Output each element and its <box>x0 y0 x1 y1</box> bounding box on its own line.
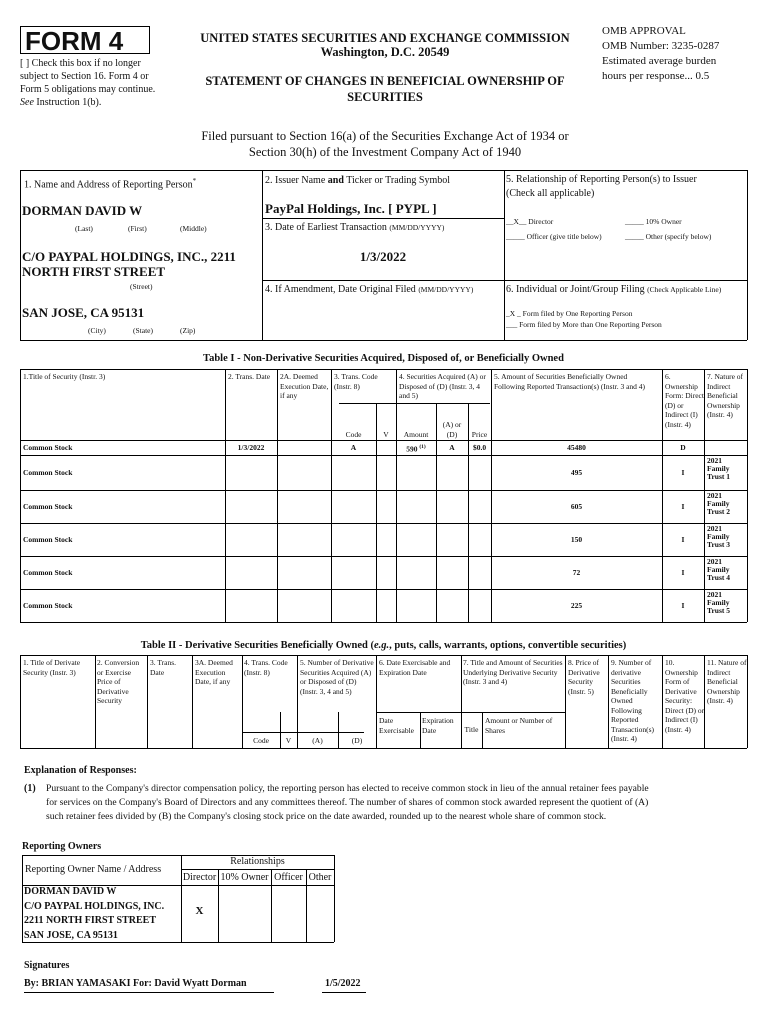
t1-header-acquired: 4. Securities Acquired (A) or Disposed of (D) (Instr. 3, 4 and 5) <box>399 372 486 400</box>
box5-label: 5. Relationship of Reporting Person(s) to Issuer (Check all applicable) <box>506 174 697 199</box>
t1-cell-title: Common Stock <box>23 600 73 610</box>
t2-header-number: 5. Number of Derivative Securities Acquired (A) or Disposed of (D) (Instr. 3, 4 and 5) <box>300 658 374 696</box>
agency-name: UNITED STATES SECURITIES AND EXCHANGE COMMISSION <box>200 31 570 45</box>
t1-header-code: 3. Trans. Code (Instr. 8) <box>334 372 378 391</box>
signature-by: By: BRIAN YAMASAKI For: David Wyatt Dorman <box>24 978 247 989</box>
city-address: SAN JOSE, CA 95131 <box>22 305 145 320</box>
t2-header-conversion: 2. Conversion or Exercise Price of Derivative Security <box>97 658 140 705</box>
t1-cell-nature: 2021 Family Trust 5 <box>707 590 730 615</box>
box1-label: 1. Name and Address of Reporting Person* <box>24 177 197 191</box>
t2-header-price: 8. Price of Derivative Security (Instr. 5) <box>568 658 600 696</box>
t2-sub-code: Code <box>253 736 269 745</box>
t2-header-deemed: 3A. Deemed Execution Date, if any <box>195 658 233 686</box>
agency-city: Washington, D.C. 20549 <box>320 45 450 59</box>
label-street: (Street) <box>130 282 153 291</box>
t2-sub-d: (D) <box>351 736 363 745</box>
table2-title: Table II - Derivative Securities Beneficially Owned (e.g., puts, calls, warrants, options, convertible securities) <box>140 640 627 651</box>
t1-cell-price: $0.0 <box>472 442 487 452</box>
t2-header-code: 4. Trans. Code (Instr. 8) <box>244 658 288 677</box>
footnote-number: (1) <box>24 783 36 794</box>
form-title: FORM 4 <box>20 26 150 54</box>
t2-sub-amount: Amount or Number of Shares <box>485 716 553 735</box>
t1-cell-title: Common Stock <box>23 534 73 544</box>
rel-officer: _____ Officer (give title below) <box>506 232 602 241</box>
filing-more: ___ Form filed by More than One Reporting Person <box>506 320 662 329</box>
owners-col-ten: 10% Owner <box>220 872 269 883</box>
t1-cell-date: 1/3/2022 <box>237 442 265 452</box>
filed-pursuant-2: Section 30(h) of the Investment Company Act of 1940 <box>248 145 522 159</box>
owners-heading: Reporting Owners <box>22 841 102 852</box>
explanation-heading: Explanation of Responses: <box>24 765 137 776</box>
t2-sub-date-ex: Date Exercisable <box>379 716 414 735</box>
footnote-ref[interactable]: (1) <box>419 443 426 450</box>
t2-header-date: 3. Trans. Date <box>150 658 177 677</box>
label-zip: (Zip) <box>180 326 196 335</box>
t2-sub-v: V <box>285 736 292 745</box>
t1-cell-form: I <box>681 567 685 577</box>
footnote-text: Pursuant to the Company's director compensation policy, the reporting person has elected to receive common stock in lieu of the annual retainer fees payable for services on the Company's Board of Directors and any committees thereof. The number of shares of common stock awarded represent the quotient of (A) such retainer fees divided by (B) the Company's closing stock price on the date awarded, rounded up to the nearest whole share of common stock. <box>46 783 649 822</box>
t2-header-title: 1. Title of Derivate Security (Instr. 3) <box>23 658 81 677</box>
omb-box: OMB APPROVAL OMB Number: 3235-0287 Estimated average burden hours per response... 0.5 <box>602 25 720 82</box>
t1-header-date: 2. Trans. Date <box>228 372 271 381</box>
signature-date: 1/5/2022 <box>325 978 361 989</box>
t1-cell-title: Common Stock <box>23 567 73 577</box>
owners-col-other: Other <box>308 872 332 883</box>
earliest-transaction-date: 1/3/2022 <box>359 249 407 264</box>
t1-cell-owned: 45480 <box>567 442 586 452</box>
rel-other: _____ Other (specify below) <box>625 232 712 241</box>
t1-amount-value: 590 <box>406 444 418 453</box>
label-first: (First) <box>128 224 147 233</box>
t1-cell-form: I <box>681 534 685 544</box>
label-middle: (Middle) <box>180 224 207 233</box>
t1-cell-owned: 72 <box>572 567 581 577</box>
t1-cell-form: I <box>681 467 685 477</box>
t1-cell-code: A <box>350 442 357 452</box>
box2-label: 2. Issuer Name and Ticker or Trading Symbol <box>265 175 451 186</box>
statement-title: STATEMENT OF CHANGES IN BENEFICIAL OWNERSHIP OF SECURITIES <box>205 74 565 104</box>
t1-cell-nature: 2021 Family Trust 3 <box>707 524 730 549</box>
owners-col-name: Reporting Owner Name / Address <box>25 864 162 875</box>
t1-cell-owned: 605 <box>570 501 583 511</box>
t1-cell-owned: 495 <box>570 467 583 477</box>
owner-address: DORMAN DAVID W C/O PAYPAL HOLDINGS, INC. 2211 NORTH FIRST STREET SAN JOSE, CA 95131 <box>24 886 165 941</box>
box6-label: 6. Individual or Joint/Group Filing (Check Applicable Line) <box>506 284 722 295</box>
t1-sub-amount: Amount <box>403 430 429 439</box>
t1-sub-price: Price <box>471 430 488 439</box>
reporting-person-name: DORMAN DAVID W <box>22 203 143 218</box>
t1-header-amount: 5. Amount of Securities Beneficially Owned Following Reported Transaction(s) (Instr. 3 and 4) <box>494 372 646 391</box>
rel-director: __X__ Director <box>506 217 554 226</box>
t2-header-form: 10. Ownership Form of Derivative Security: Direct (D) or Indirect (I) (Instr. 4) <box>665 658 705 734</box>
t1-cell-nature: 2021 Family Trust 1 <box>707 456 730 481</box>
box4-label: 4. If Amendment, Date Original Filed (MM/DD/YYYY) <box>265 284 474 295</box>
t1-cell-form: D <box>680 442 686 452</box>
t1-cell-owned: 150 <box>570 534 583 544</box>
table1-title: Table I - Non-Derivative Securities Acquired, Disposed of, or Beneficially Owned <box>203 353 564 364</box>
owner-director-mark: X <box>195 905 204 917</box>
label-last: (Last) <box>75 224 93 233</box>
t1-cell-title: Common Stock <box>23 442 73 452</box>
street-address: C/O PAYPAL HOLDINGS, INC., 2211 NORTH FIRST STREET <box>22 249 236 279</box>
rel-ten-pct: _____ 10% Owner <box>625 217 682 226</box>
t1-sub-aord: (A) or (D) <box>442 420 462 439</box>
t1-header-form: 6. Ownership Form: Direct (D) or Indirect (I) (Instr. 4) <box>665 372 704 429</box>
t1-header-nature: 7. Nature of Indirect Beneficial Ownership (Instr. 4) <box>707 372 744 419</box>
owners-col-director: Director <box>182 872 217 883</box>
t2-header-underlying: 7. Title and Amount of Securities Underlying Derivative Security (Instr. 3 and 4) <box>463 658 563 686</box>
t1-cell-nature: 2021 Family Trust 2 <box>707 491 730 516</box>
checkbox-note: [ ] Check this box if no longer subject to Section 16. Form 4 or Form 5 obligations may continue. See Instruction 1(b). <box>20 58 156 108</box>
t1-sub-v: V <box>383 430 389 439</box>
owners-relationships: Relationships <box>230 856 285 867</box>
t1-cell-form: I <box>681 600 685 610</box>
label-city: (City) <box>88 326 106 335</box>
label-state: (State) <box>133 326 153 335</box>
t1-header-title: 1.Title of Security (Instr. 3) <box>23 372 106 381</box>
t2-header-nature: 11. Nature of Indirect Beneficial Ownership (Instr. 4) <box>707 658 747 705</box>
t1-cell-owned: 225 <box>570 600 583 610</box>
t2-sub-title: Title <box>464 725 479 734</box>
t1-cell-nature: 2021 Family Trust 4 <box>707 557 730 582</box>
signatures-heading: Signatures <box>24 960 70 971</box>
t1-cell-amount <box>396 443 436 454</box>
t1-sub-code: Code <box>345 430 362 439</box>
filed-pursuant-1: Filed pursuant to Section 16(a) of the Securities Exchange Act of 1934 or <box>201 129 569 143</box>
owners-col-officer: Officer <box>274 872 303 883</box>
t1-cell-aord: A <box>449 442 455 452</box>
filing-one: _X _ Form filed by One Reporting Person <box>506 309 633 318</box>
t1-header-deemed: 2A. Deemed Execution Date, if any <box>280 372 329 400</box>
t2-sub-exp: Expiration Date <box>422 716 454 735</box>
t1-cell-title: Common Stock <box>23 501 73 511</box>
t2-header-owned: 9. Number of derivative Securities Beneficially Owned Following Reported Transaction(s) (Instr. 4) <box>611 658 655 743</box>
t1-cell-form: I <box>681 501 685 511</box>
t2-header-exercisable: 6. Date Exercisable and Expiration Date <box>379 658 451 677</box>
box3-label: 3. Date of Earliest Transaction (MM/DD/YYYY) <box>265 222 445 233</box>
issuer-name: PayPal Holdings, Inc. [ PYPL ] <box>265 201 437 216</box>
t2-sub-a: (A) <box>312 736 323 745</box>
t1-cell-title: Common Stock <box>23 467 73 477</box>
